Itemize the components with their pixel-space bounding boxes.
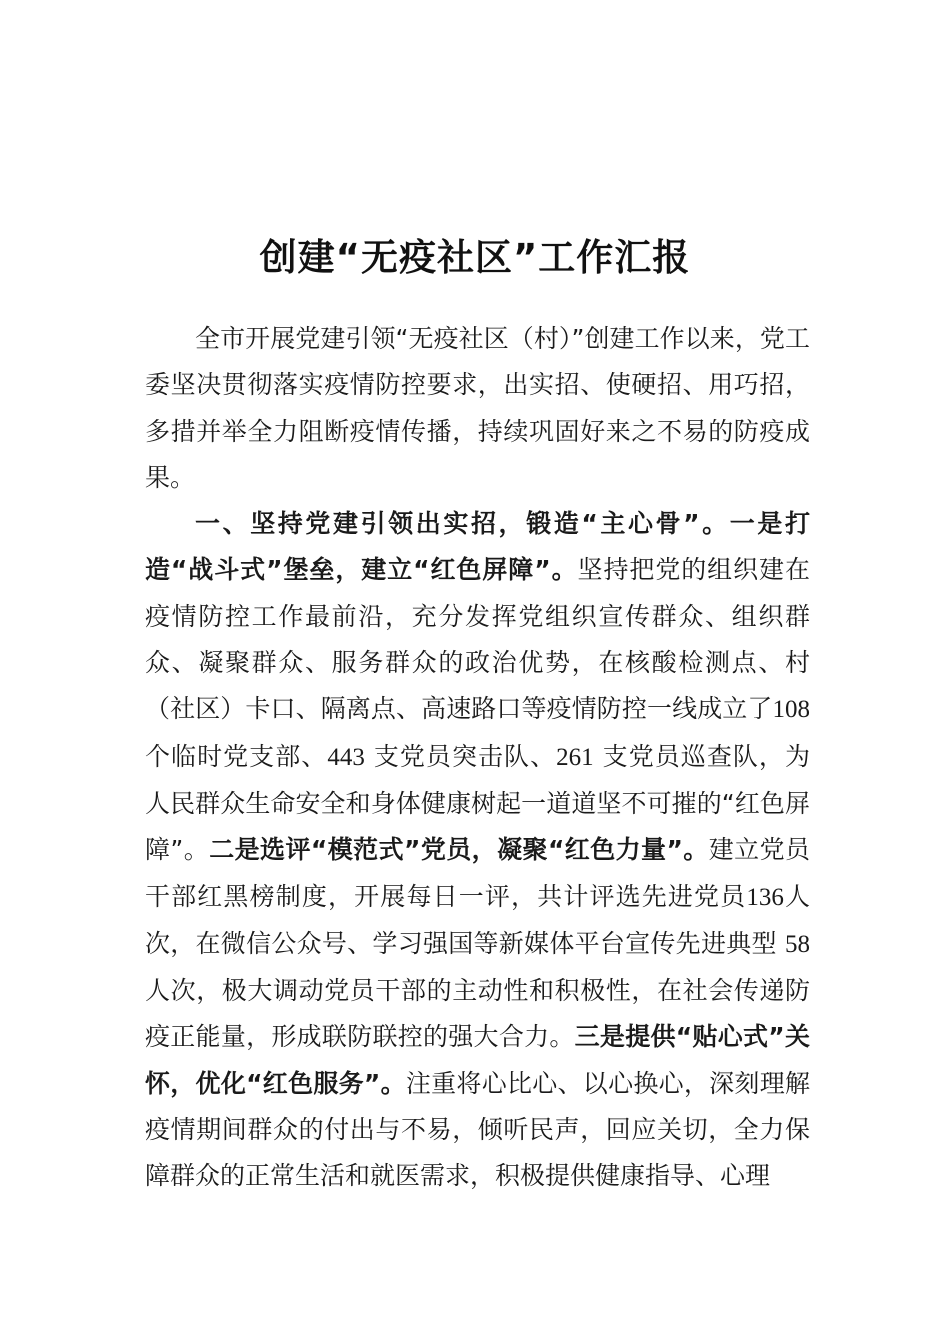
- point-2-text-a: 建立党员干部红黑榜制度，开展每日一评，共计评选先进党员: [145, 835, 810, 911]
- point-3-text: 注重将心比心、以心换心，深刻理解疫情期间群众的付出与不易，倾听民声，回应关切，全力保障群众的正常生活和就医需求，积极提供健康指导、心理: [145, 1068, 810, 1191]
- intro-paragraph: 全市开展党建引领“无疫社区（村）”创建工作以来，党工委坚决贯彻落实疫情防控要求，出实招、使硬招、用巧招，多措并举全力阻断疫情传播，持续巩固好来之不易的防疫成果。: [145, 324, 810, 492]
- point-1-text-a: 坚持把党的组织建在疫情防控工作最前沿，充分发挥党组织宣传群众、组织群众、凝聚群众、服务群众的政治优势，在核酸检测点、村（社区）卡口、隔离点、高速路口等疫情防控一线成立了: [145, 555, 810, 724]
- point-3-title: 三是提供“贴心式”关怀，优化“红色服务”。: [145, 1022, 810, 1098]
- temporary-branch-count: 108: [772, 696, 810, 724]
- point-1-text-c: 支党员突击队、: [373, 741, 557, 771]
- point-1-text-b: 个临时党支部、: [145, 741, 328, 771]
- section-1-heading: 一、坚持党建引领出实招，锻造“主心骨”。: [195, 509, 730, 539]
- advanced-member-count: 136: [746, 883, 784, 911]
- point-2-text-c: 人次，极大调动党员干部的主动性和积极性，在社会传递防疫正能量，形成联防联控的强大合力。: [145, 976, 810, 1052]
- point-1-title: 一是打造“战斗式”堡垒，建立“红色屏障”。: [145, 509, 810, 585]
- document-body: [145, 316, 810, 1200]
- patrol-team-count: 261: [556, 743, 594, 771]
- assault-team-count: 443: [327, 743, 365, 771]
- document-title: 创建“无疫社区”工作汇报: [259, 236, 691, 279]
- point-2-text-b: 人次，在微信公众号、学习强国等新媒体平台宣传先进典型: [145, 881, 810, 958]
- point-2-title: 二是选评“模范式”党员，凝聚“红色力量”。: [209, 835, 709, 865]
- typical-promotion-count: 58: [784, 930, 810, 958]
- section-1-paragraph: [145, 501, 810, 1199]
- point-1-text-d: 支党员巡查队，为人民群众生命安全和身体健康树起一道道坚不可摧的“红色屏障”。: [145, 741, 810, 865]
